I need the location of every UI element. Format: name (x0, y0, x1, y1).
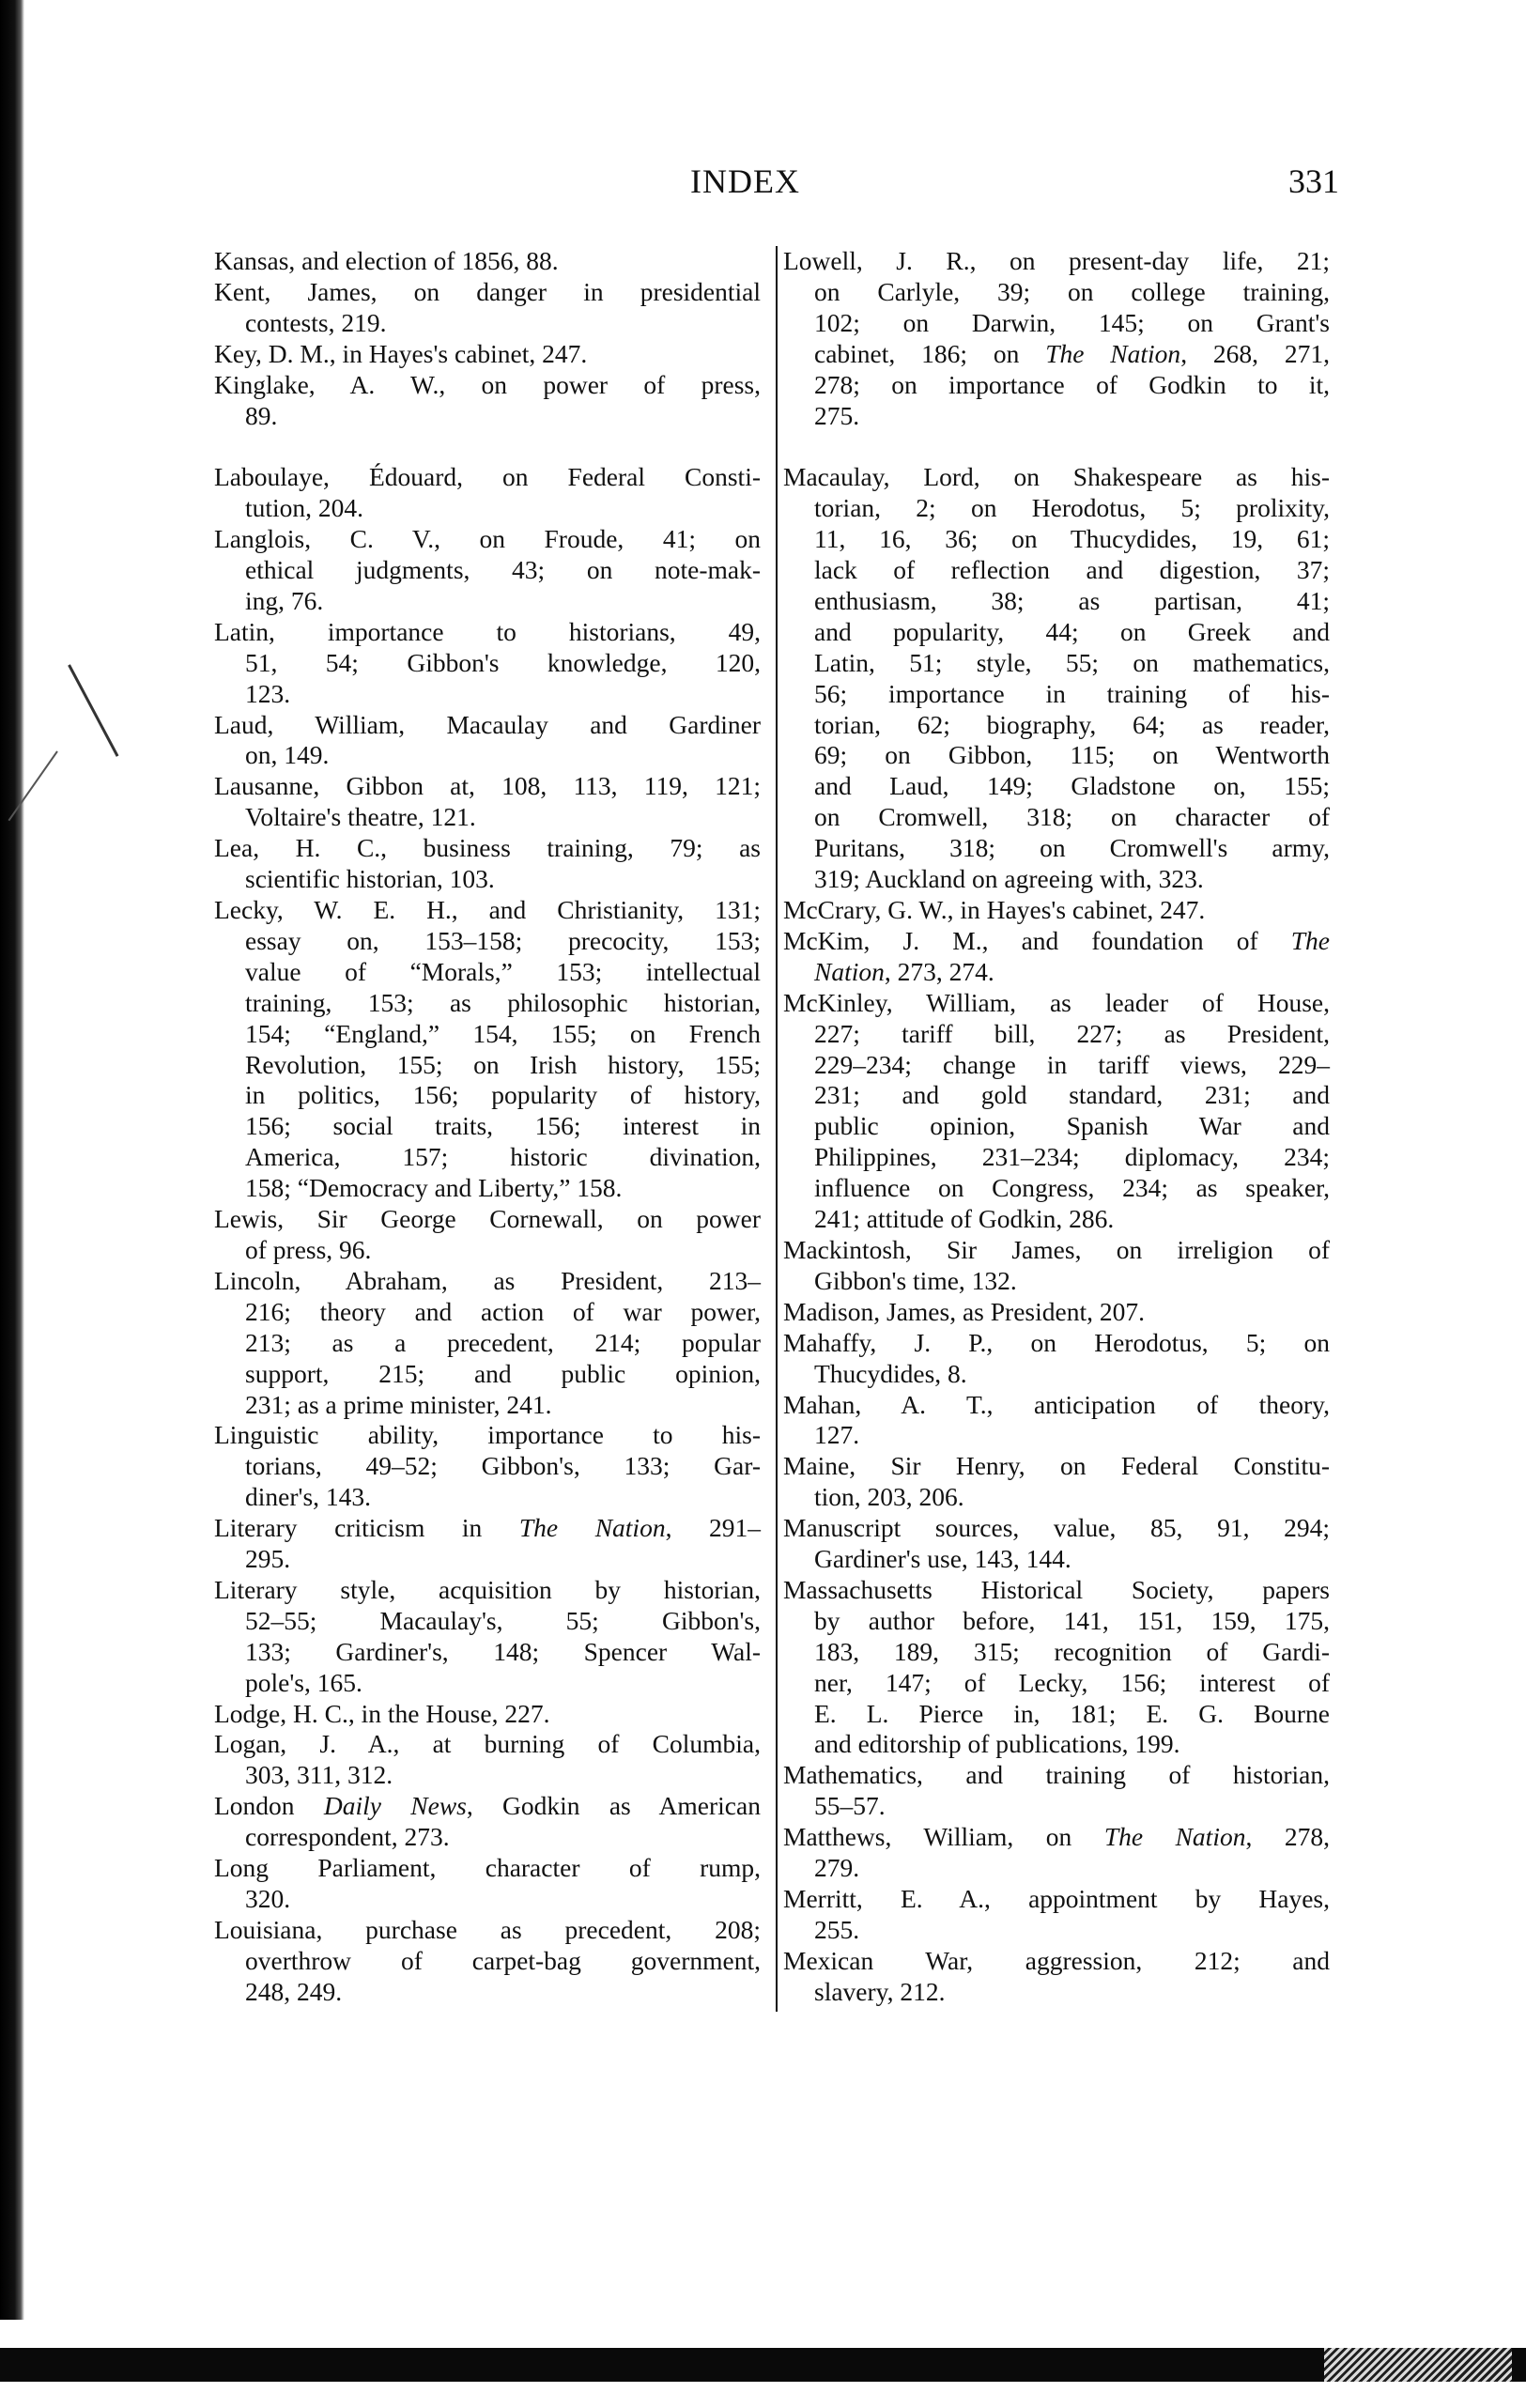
entry-heading-line: Madison, James, as President, 207. (783, 1296, 1145, 1326)
entry-continuation-line: tution, 204. (245, 493, 364, 523)
index-entry (783, 926, 1330, 988)
entry-heading-line (214, 1791, 761, 1822)
index-entry (783, 1884, 1330, 1946)
entry-continuation-line: ethical judgments, 43; on note-mak- (245, 555, 761, 585)
entry-continuation-line (783, 957, 1330, 988)
entry-continuation-line: enthusiasm, 38; as partisan, 41; (814, 585, 1330, 615)
entry-heading-line: Mahan, A. T., anticipation of theory, (783, 1389, 1330, 1419)
entry-continuation-line: 11, 16, 36; on Thucydides, 19, 61; (814, 524, 1330, 554)
entry-continuation-line: 231; as a prime minister, 241. (245, 1389, 552, 1419)
entry-continuation-line: influence on Congress, 234; as speaker, (814, 1173, 1330, 1203)
index-entry (214, 1699, 761, 1730)
entry-heading-line: Key, D. M., in Hayes's cabinet, 247. (214, 338, 588, 368)
index-entry (783, 1390, 1330, 1452)
entry-continuation-line: 278; on importance of Godkin to it, (814, 369, 1330, 399)
entry-continuation-line: pole's, 165. (245, 1667, 362, 1697)
entry-heading-line: Laud, William, Macaulay and Gardiner (214, 709, 761, 739)
index-entry (783, 988, 1330, 1235)
entry-heading-line: McKinley, William, as leader of House, (783, 987, 1330, 1017)
text-segment: Literary criticism in (214, 1513, 519, 1543)
entry-heading-line: Lowell, J. R., on present-day life, 21; (783, 246, 1330, 275)
entry-continuation-line: tion, 203, 206. (814, 1482, 964, 1512)
entry-continuation-line: 279. (814, 1853, 860, 1883)
entry-heading-line: Kinglake, A. W., on power of press, (214, 369, 761, 399)
entry-continuation-line: essay on, 153–158; precocity, 153; (245, 925, 761, 955)
entry-heading-line: Lausanne, Gibbon at, 108, 113, 119, 121; (214, 771, 761, 801)
entry-continuation-line: on, 149. (245, 740, 330, 770)
italic-title: The Nation (1103, 1822, 1246, 1852)
text-segment: , 273, 274. (884, 956, 994, 986)
entry-continuation-line: 248, 249. (245, 1976, 343, 2006)
entry-continuation-line: on Carlyle, 39; on college training, (814, 276, 1330, 306)
entry-continuation-line: 89. (245, 400, 278, 430)
index-entry (783, 895, 1330, 926)
index-entry (214, 339, 761, 370)
index-entry (783, 1328, 1330, 1390)
index-entry (214, 1420, 761, 1513)
entry-continuation-line: 320. (245, 1884, 291, 1914)
entry-heading-line: Latin, importance to historians, 49, (214, 616, 761, 646)
entry-continuation-line: overthrow of carpet-bag government, (245, 1945, 761, 1975)
entry-continuation-line: 69; on Gibbon, 115; on Wentworth (814, 740, 1330, 770)
entry-heading-line: Mathematics, and training of historian, (783, 1760, 1330, 1790)
entry-heading-line: Lincoln, Abraham, as President, 213– (214, 1265, 761, 1295)
entry-continuation-line: correspondent, 273. (245, 1822, 450, 1852)
entry-heading-line: Logan, J. A., at burning of Columbia, (214, 1729, 761, 1759)
entry-heading-line (783, 1822, 1330, 1853)
entry-continuation-line: 213; as a precedent, 214; popular (245, 1327, 761, 1357)
entry-continuation-line: on Cromwell, 318; on character of (814, 802, 1330, 832)
section-gap (783, 431, 1330, 462)
text-segment: London (214, 1791, 324, 1821)
index-entry (783, 1946, 1330, 2008)
entry-continuation-line: torian, 2; on Herodotus, 5; prolixity, (814, 493, 1330, 523)
entry-continuation-line: of press, 96. (245, 1234, 372, 1264)
index-entry (214, 462, 761, 524)
entry-continuation-line: contests, 219. (245, 307, 387, 337)
entry-continuation-line (783, 339, 1330, 370)
entry-continuation-line: 255. (814, 1914, 860, 1944)
index-column-right (783, 246, 1330, 2008)
entry-heading-line: Kent, James, on danger in presidential (214, 276, 761, 306)
entry-continuation-line: scientific historian, 103. (245, 864, 495, 894)
entry-continuation-line: 55–57. (814, 1791, 886, 1821)
entry-continuation-line: Voltaire's theatre, 121. (245, 802, 476, 832)
entry-heading-line: Maine, Sir Henry, on Federal Constitu- (783, 1451, 1330, 1481)
text-segment: , 278, (1245, 1822, 1330, 1852)
entry-continuation-line: 52–55; Macaulay's, 55; Gibbon's, (245, 1605, 761, 1635)
entry-continuation-line: 241; attitude of Godkin, 286. (814, 1204, 1115, 1234)
entry-heading-line: Merritt, E. A., appointment by Hayes, (783, 1884, 1330, 1914)
entry-continuation-line: 133; Gardiner's, 148; Spencer Wal- (245, 1636, 761, 1666)
index-entry (214, 1513, 761, 1575)
page-number: 331 (1288, 162, 1339, 200)
entry-continuation-line: torians, 49–52; Gibbon's, 133; Gar- (245, 1451, 761, 1481)
entry-continuation-line: 102; on Darwin, 145; on Grant's (814, 307, 1330, 337)
entry-continuation-line: slavery, 212. (814, 1976, 946, 2006)
entry-continuation-line: 56; importance in training of his- (814, 678, 1330, 708)
entry-heading-line: Kansas, and election of 1856, 88. (214, 246, 559, 275)
scan-bottom-edge (0, 2348, 1526, 2382)
index-entry (783, 246, 1330, 431)
italic-title: The Nation (1045, 338, 1181, 368)
entry-heading-line: Long Parliament, character of rump, (214, 1853, 761, 1883)
text-segment: , Godkin as American (466, 1791, 761, 1821)
text-segment: cabinet, 186; on (814, 338, 1046, 368)
entry-heading-line: Manuscript sources, value, 85, 91, 294; (783, 1513, 1330, 1543)
index-entry (214, 277, 761, 339)
index-entry (214, 370, 761, 432)
text-segment: Matthews, William, on (783, 1822, 1104, 1852)
entry-heading-line: Mackintosh, Sir James, on irreligion of (783, 1234, 1330, 1264)
entry-heading-line: Massachusetts Historical Society, papers (783, 1574, 1330, 1604)
entry-continuation-line: support, 215; and public opinion, (245, 1358, 761, 1388)
entry-continuation-line: 303, 311, 312. (245, 1760, 393, 1790)
entry-heading-line: Macaulay, Lord, on Shakespeare as his- (783, 462, 1330, 492)
entry-continuation-line: 127. (814, 1420, 860, 1450)
entry-continuation-line: Thucydides, 8. (814, 1358, 967, 1388)
text-segment: , 291– (665, 1513, 762, 1543)
italic-title: The (1290, 925, 1330, 955)
entry-heading-line: Lodge, H. C., in the House, 227. (214, 1698, 550, 1728)
entry-continuation-line: in politics, 156; popularity of history, (245, 1080, 761, 1110)
index-entry (214, 710, 761, 772)
entry-continuation-line: torian, 62; biography, 64; as reader, (814, 709, 1330, 739)
italic-title: The Nation (518, 1513, 666, 1543)
text-segment: , 268, 271, (1180, 338, 1331, 368)
entry-continuation-line: Gardiner's use, 143, 144. (814, 1544, 1071, 1574)
entry-continuation-line: 319; Auckland on agreeing with, 323. (814, 864, 1204, 894)
entry-continuation-line: ner, 147; of Lecky, 156; interest of (814, 1667, 1330, 1697)
index-entry (214, 1266, 761, 1421)
entry-heading-line: Louisiana, purchase as precedent, 208; (214, 1914, 761, 1944)
entry-heading-line: Lea, H. C., business training, 79; as (214, 833, 761, 863)
index-entry (783, 1235, 1330, 1297)
entry-heading-line: Linguistic ability, importance to his- (214, 1420, 761, 1450)
entry-heading-line: McCrary, G. W., in Hayes's cabinet, 247. (783, 895, 1206, 925)
entry-continuation-line: and Laud, 149; Gladstone on, 155; (814, 771, 1330, 801)
entry-continuation-line: and editorship of publications, 199. (814, 1729, 1180, 1759)
index-entry (214, 1575, 761, 1699)
entry-continuation-line: ing, 76. (245, 585, 324, 615)
index-entry (214, 771, 761, 833)
entry-continuation-line: 156; social traits, 156; interest in (245, 1111, 761, 1141)
entry-heading-line: Literary style, acquisition by historian, (214, 1574, 761, 1604)
entry-continuation-line: 154; “England,” 154, 155; on French (245, 1018, 761, 1048)
index-entry (214, 524, 761, 617)
index-entry (783, 462, 1330, 895)
italic-title: Daily News (323, 1791, 467, 1821)
entry-continuation-line: 158; “Democracy and Liberty,” 158. (245, 1173, 623, 1203)
italic-title: Nation (814, 956, 885, 986)
index-entry (214, 246, 761, 277)
entry-continuation-line: Gibbon's time, 132. (814, 1265, 1017, 1295)
index-entry (214, 1204, 761, 1266)
entry-heading-line: Laboulaye, Édouard, on Federal Consti- (214, 462, 761, 492)
section-gap (214, 431, 761, 462)
entry-continuation-line: 216; theory and action of war power, (245, 1296, 761, 1326)
index-entry (214, 1915, 761, 2008)
column-divider (776, 246, 778, 2012)
entry-continuation-line: diner's, 143. (245, 1482, 372, 1512)
index-entry (783, 1822, 1330, 1884)
entry-continuation-line: 123. (245, 678, 291, 708)
entry-continuation-line: Latin, 51; style, 55; on mathematics, (814, 647, 1330, 677)
running-header: INDEX (690, 162, 800, 200)
scan-artifact (1324, 2348, 1512, 2382)
entry-heading-line: Lewis, Sir George Cornewall, on power (214, 1204, 761, 1234)
index-entry (214, 1729, 761, 1791)
book-binding-edge (0, 0, 24, 2320)
entry-continuation-line: and popularity, 44; on Greek and (814, 616, 1330, 646)
entry-continuation-line: 227; tariff bill, 227; as President, (814, 1018, 1330, 1048)
index-column-left (214, 246, 761, 2008)
index-entry (783, 1513, 1330, 1575)
index-entry (214, 1791, 761, 1853)
entry-continuation-line: value of “Morals,” 153; intellectual (245, 956, 761, 986)
entry-continuation-line: public opinion, Spanish War and (814, 1111, 1330, 1141)
index-entry (783, 1760, 1330, 1822)
entry-continuation-line: 295. (245, 1544, 291, 1574)
entry-continuation-line: by author before, 141, 151, 159, 175, (814, 1605, 1330, 1635)
entry-continuation-line: America, 157; historic divination, (245, 1142, 761, 1172)
margin-mark (68, 664, 118, 757)
index-entry (214, 833, 761, 895)
entry-heading-line: Langlois, C. V., on Froude, 41; on (214, 524, 761, 554)
text-segment: McKim, J. M., and foundation of (783, 925, 1291, 955)
entry-heading-line: Mexican War, aggression, 212; and (783, 1945, 1330, 1975)
entry-continuation-line: E. L. Pierce in, 181; E. G. Bourne (814, 1698, 1330, 1728)
index-entry (783, 1451, 1330, 1513)
entry-continuation-line: training, 153; as philosophic historian, (245, 987, 761, 1017)
index-entry (783, 1297, 1330, 1328)
entry-continuation-line: 275. (814, 400, 860, 430)
index-entry (214, 895, 761, 1204)
entry-heading-line: Mahaffy, J. P., on Herodotus, 5; on (783, 1327, 1330, 1357)
entry-heading-line: Lecky, W. E. H., and Christianity, 131; (214, 895, 761, 925)
entry-continuation-line: 51, 54; Gibbon's knowledge, 120, (245, 647, 761, 677)
entry-continuation-line: lack of reflection and digestion, 37; (814, 555, 1330, 585)
index-entry (783, 1575, 1330, 1760)
entry-continuation-line: Philippines, 231–234; diplomacy, 234; (814, 1142, 1330, 1172)
entry-heading-line (783, 926, 1330, 957)
entry-continuation-line: 229–234; change in tariff views, 229– (814, 1049, 1330, 1079)
entry-heading-line (214, 1513, 761, 1544)
entry-continuation-line: Puritans, 318; on Cromwell's army, (814, 833, 1330, 863)
index-entry (214, 617, 761, 710)
entry-continuation-line: Revolution, 155; on Irish history, 155; (245, 1049, 761, 1079)
entry-continuation-line: 231; and gold standard, 231; and (814, 1080, 1330, 1110)
entry-continuation-line: 183, 189, 315; recognition of Gardi- (814, 1636, 1330, 1666)
index-entry (214, 1853, 761, 1915)
